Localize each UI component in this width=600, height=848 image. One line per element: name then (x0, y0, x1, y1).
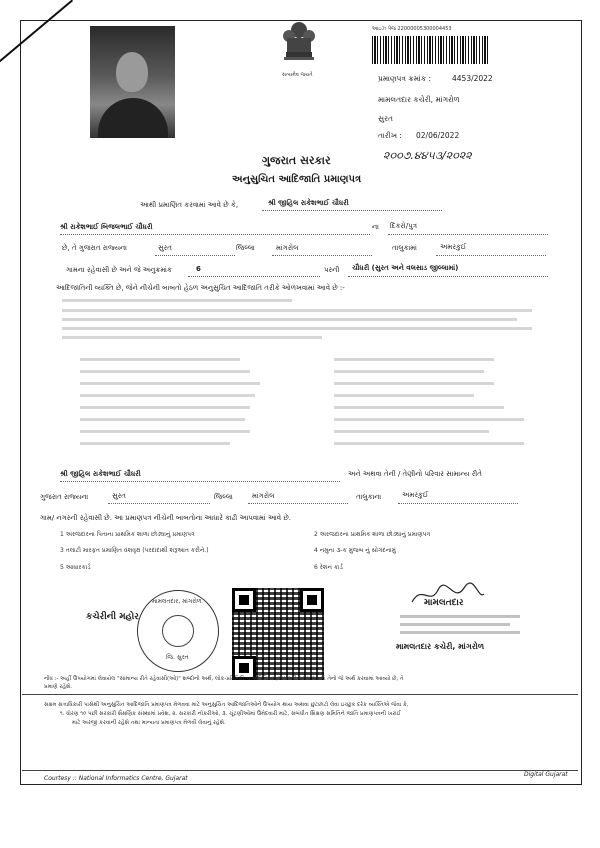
village-label: ગામના રહેવાસી છે અને જે અનુક્રમાંક (66, 266, 172, 274)
village: અમરકુઈ (440, 243, 467, 251)
cert-no: 4453/2022 (452, 74, 493, 83)
emblem-caption: સત્યમેવ જયતે (282, 72, 313, 78)
docs-intro: ગામ/ નગરની રહેવાસી છે. આ પ્રમાણપત્ર નીચેની બાબતોના આધારે કાઢી આપવામાં આવે છે. (40, 514, 291, 522)
issue-date: 02/06/2022 (416, 131, 460, 140)
office-stamp-label: કચેરીની મહોર (86, 612, 139, 622)
doc-item-5: 5 આધારકાર્ડ (60, 564, 91, 571)
date-label: તારીખ : (378, 131, 402, 140)
doc-item-3: 3 તલાટી મારફત પ્રમાણિત વંશવૃક્ષ (પરદાદાથી શરૂઆત કરીને.) (60, 547, 209, 554)
doc-item-1: 1 અરજદારના પિતાના પ્રાથમિક શાળા છોડ્યાનું પ્રમાણપત્ર (60, 531, 195, 538)
second-taluka-label: તાલુકાના (356, 493, 382, 501)
district-label: જિલ્લા (236, 244, 255, 252)
courtesy-text: Courtesy :: National Informatics Centre, Gujarat (44, 775, 188, 782)
seal-bottom: જિ. સુરત (166, 654, 189, 661)
note-text: નોંધ :- અહીં ઉપયોગમાં લેવાયેલ "સામાન્ય રીતે રહેવાસી(ઓ)" શબ્દોનો અર્થ, લોક-પ્રતિનિધિત્વ અધિનિયમ,૧૯૫૦ની કલમ ૨૦-માં તેનો જે અર્થ કરવામાં આવ્યો છે, તે (44, 676, 404, 682)
cert-no-label: પ્રમાણપત્ર ક્રમાંક : (378, 74, 432, 83)
national-emblem-icon (278, 16, 320, 68)
footer-text-3: માટે અરજી કરવાની રહેશે તથા માન્યતા પ્રમાણપત્ર મેળવી લેવાનું રહેશે. (72, 720, 226, 726)
district: સુરત (158, 244, 172, 252)
category-label: પરની (324, 266, 340, 274)
jati-text: આદિજાતિની વ્યક્તિ છે, જેને નીચેની બાબતો હેઠળ અનુસુચિત આદિજાતિ તરીકે ઓળખવામાં આવે છે :- (56, 284, 345, 292)
gov-title: ગુજરાત સરકાર (262, 154, 331, 167)
second-state: ગુજરાત રાજ્યના (40, 493, 89, 501)
footer-text-1: સક્ષમ સત્તાધિકારી પાસેથી અનુસુચિત આદિજાતિ પ્રમાણપત્ર મેળવવા માટે અનુસુચિત આદિજાતિઓને ઉપયોગ થાય અથવા છુટછાટો લેવા ઇચ્છુક દરેક વ્યક્તિએ જેવા કે, (44, 702, 409, 708)
doc-item-4: 4 નમુના ૩-ક મુજબ નું સોગંદનામું (314, 547, 396, 554)
state-label: છે, તે ગુજરાત રાજ્યના (62, 244, 127, 252)
na-label: ના (372, 223, 379, 231)
second-taluka: માંગરોલ (252, 492, 275, 500)
sig-title: મામલતદાર (424, 598, 464, 608)
note-text-2: પ્રમાણે રહેશે. (44, 684, 73, 690)
footer-text-2: ૧. ધોરણ ૧૦ પછી સરકારી શૈક્ષણિક સંસ્થામાં પ્રવેશ, ૨. સરકારી નોકરીઓ, ૩. ચૂંટણીઓમાં ઉમેદવારી માટે, સંબંધીત શિક્ષણ સમિતિને જાતિ પ્રમાણપત્રની ખરાઈ (60, 711, 401, 717)
second-tail: અને અથવા તેની / તેણીનો પરિવાર સામાન્ય રીતે (348, 470, 482, 478)
applicant-photo (90, 26, 175, 138)
doc-item-2: 2 અરજદારના પ્રાથમિક શાળા છોડ્યાનું પ્રમાણપત્ર (314, 531, 431, 538)
intro-text: આથી પ્રમાણિત કરવામાં આવે છે કે, (140, 201, 239, 209)
father-name: શ્રી રાકેશભાઈ બિજલભાઈ ચૌધરી (60, 223, 153, 231)
second-district-label: જિલ્લા (214, 493, 233, 501)
seal-text: મામલતદાર, માંગરોળ (152, 598, 202, 605)
relation: દિકરો/પુત્ર (390, 222, 418, 230)
tribe: ચૌધરી (સુરત અને વલસાડ જીલ્લામાં) (352, 264, 459, 272)
taluka-label: તાલુકામાં (392, 244, 417, 252)
person-name: શ્રી જીહિલ રાકેશભાઈ ચૌધરી (268, 199, 349, 207)
barcode-number: આઇઝ પેજ 22000005300004453 (372, 26, 452, 32)
second-district: સુરત (112, 492, 126, 500)
qr-code (232, 588, 324, 680)
second-village: અમરકુઈ (402, 491, 429, 499)
cert-title: અનુસુચિત આદિજાતિ પ્રમાણપત્ર (232, 174, 362, 185)
handwritten-reference: ૨૦૦૭.૪૪૫૩/૨૦૨૨ (383, 149, 472, 162)
doc-item-6: 6 રેશન કાર્ડ (314, 564, 343, 571)
sig-office: મામલતદાર કચેરી, માંગરોળ (396, 642, 485, 651)
barcode (372, 36, 488, 64)
office-line1: મામલતદાર કચેરી, માંગરોળ (378, 95, 460, 104)
digital-gujarat-text: Digital Gujarat (524, 771, 568, 778)
office-seal (137, 590, 219, 672)
office-line2: સુરત (378, 114, 393, 123)
second-name: શ્રી જીહિલ રાકેશભાઈ ચૌધરી (60, 470, 141, 478)
serial-no: 6 (196, 265, 201, 273)
taluka: માંગરોલ (276, 244, 299, 252)
